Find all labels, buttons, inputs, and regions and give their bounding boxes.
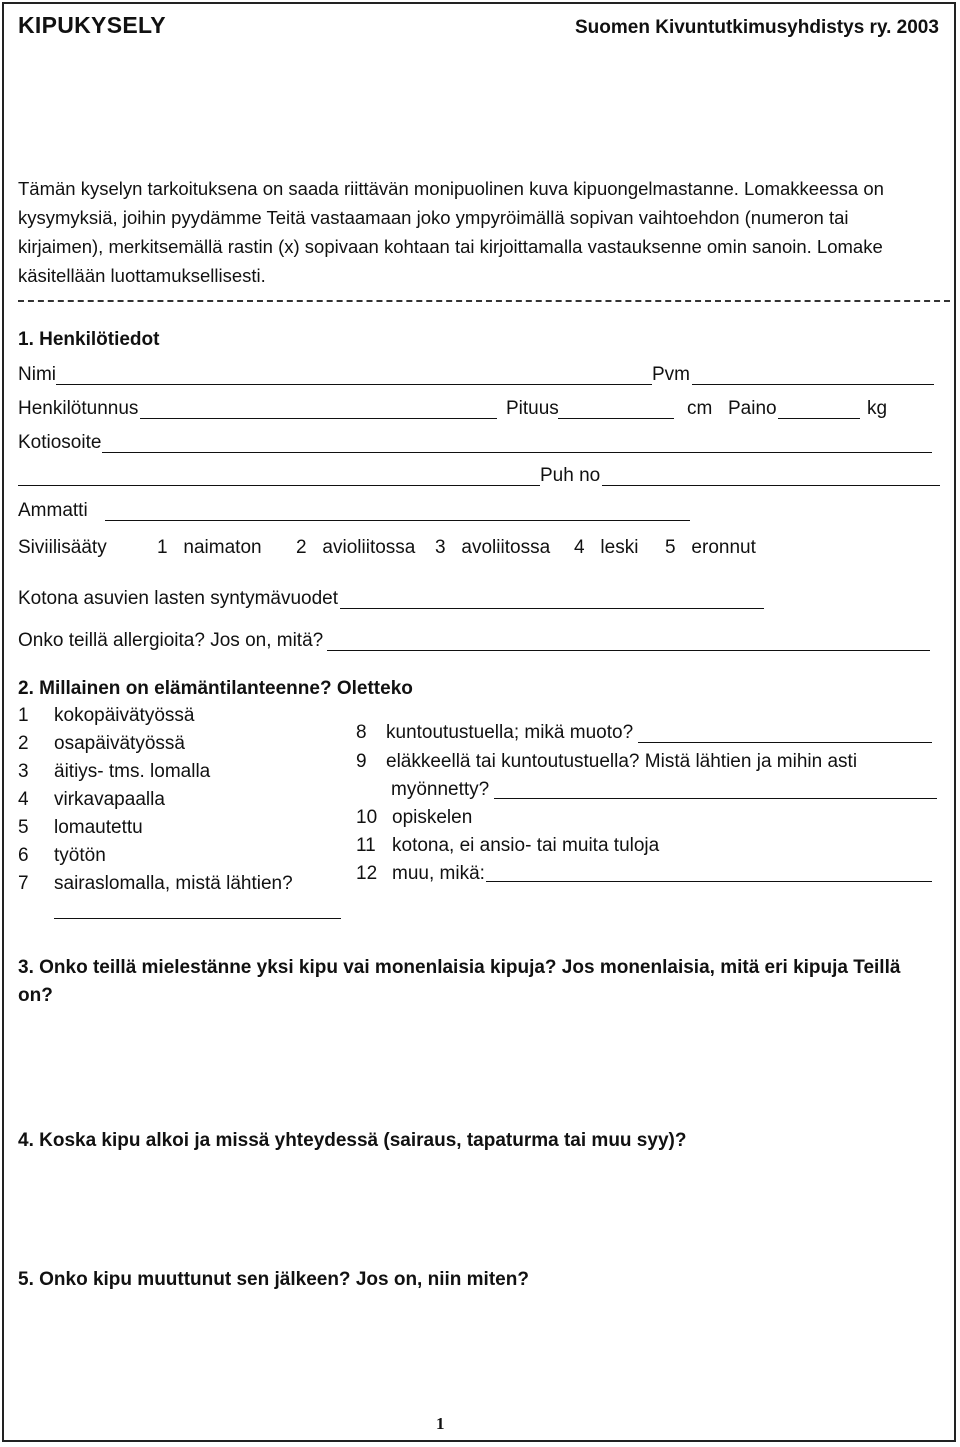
muu-field[interactable] (486, 881, 932, 882)
elake-field[interactable] (494, 798, 937, 799)
situation-option-3[interactable]: 3 äitiys- tms. lomalla (18, 761, 211, 782)
situation-option-9-cont: myönnetty? (391, 779, 490, 800)
pvm-label: Pvm (652, 364, 690, 385)
siviilisaaty-option-5[interactable]: 5 eronnut (665, 537, 756, 558)
kg-unit: kg (867, 398, 888, 419)
paino-label: Paino (728, 398, 777, 419)
lapset-label: Kotona asuvien lasten syntymävuodet (18, 588, 339, 609)
situation-option-9[interactable]: 9 eläkkeellä tai kuntoutustuella? Mistä lähtien ja mihin asti (356, 751, 858, 772)
nimi-label: Nimi (18, 364, 56, 385)
kotiosoite-field[interactable] (102, 452, 932, 453)
puh-label: Puh no (540, 465, 601, 486)
henkilotunnus-label: Henkilötunnus (18, 398, 139, 419)
siviilisaaty-option-2[interactable]: 2 avioliitossa (296, 537, 416, 558)
section1-heading: 1. Henkilötiedot (18, 329, 160, 350)
situation-option-2[interactable]: 2 osapäivätyössä (18, 733, 185, 754)
kuntoutustuki-field[interactable] (638, 742, 932, 743)
situation-option-6[interactable]: 6 työtön (18, 845, 106, 866)
situation-option-1[interactable]: 1 kokopäivätyössä (18, 705, 195, 726)
puh-field[interactable] (602, 485, 940, 486)
dashed-divider (18, 300, 950, 302)
henkilotunnus-field[interactable] (140, 418, 497, 419)
siviilisaaty-option-3[interactable]: 3 avoliitossa (435, 537, 551, 558)
kotiosoite-label: Kotiosoite (18, 432, 102, 453)
paino-field[interactable] (778, 418, 860, 419)
q4-question: 4. Koska kipu alkoi ja missä yhteydessä (sairaus, tapaturma tai muu syy)? (18, 1130, 687, 1151)
situation-option-8[interactable]: 8 kuntoutustuella; mikä muoto? (356, 722, 634, 743)
pvm-field[interactable] (692, 384, 934, 385)
situation-option-10[interactable]: 10 opiskelen (356, 807, 473, 828)
cm-unit: cm (687, 398, 713, 419)
pituus-label: Pituus (506, 398, 559, 419)
publisher: Suomen Kivuntutkimusyhdistys ry. 2003 (575, 17, 939, 38)
sairasloma-field[interactable] (54, 918, 341, 919)
situation-option-11[interactable]: 11 kotona, ei ansio- tai muita tuloja (356, 835, 660, 856)
situation-option-4[interactable]: 4 virkavapaalla (18, 789, 165, 810)
situation-option-12[interactable]: 12 muu, mikä: (356, 863, 485, 884)
page-number: 1 (436, 1414, 445, 1433)
siviilisaaty-label: Siviilisääty (18, 537, 107, 558)
allergiat-label: Onko teillä allergioita? Jos on, mitä? (18, 630, 324, 651)
q3-line2: on? (18, 985, 53, 1006)
siviilisaaty-option-4[interactable]: 4 leski (574, 537, 639, 558)
lapset-field[interactable] (340, 608, 764, 609)
q3-line1: 3. Onko teillä mielestänne yksi kipu vai monenlaisia kipuja? Jos monenlaisia, mitä eri kipuja Teillä (18, 957, 901, 978)
nimi-field[interactable] (56, 384, 652, 385)
section2-heading: 2. Millainen on elämäntilanteenne? Oletteko (18, 678, 413, 699)
form-title: KIPUKYSELY (18, 12, 166, 38)
siviilisaaty-option-1[interactable]: 1 naimaton (157, 537, 262, 558)
pituus-field[interactable] (558, 418, 674, 419)
ammatti-label: Ammatti (18, 500, 88, 521)
q5-question: 5. Onko kipu muuttunut sen jälkeen? Jos on, niin miten? (18, 1269, 529, 1290)
ammatti-field[interactable] (105, 520, 690, 521)
intro-text: Tämän kyselyn tarkoituksena on saada riittävän monipuolinen kuva kipuongelmastanne. Lomakkeessa on kysymyksiä, joihin pyydämme Teitä vastaamaan joko ympyröimällä sopivan vaihtoehdon (numeron tai kirjaimen), merkitsemällä rastin (x) sopivaan kohtaan tai kirjoittamalla vastauksenne omin sanoin. Lomake käsitellään luottamuksellisesti. (18, 178, 884, 286)
kotiosoite-field-2[interactable] (18, 485, 540, 486)
situation-option-5[interactable]: 5 lomautettu (18, 817, 143, 838)
situation-option-7[interactable]: 7 sairaslomalla, mistä lähtien? (18, 873, 293, 894)
allergiat-field[interactable] (327, 650, 930, 651)
